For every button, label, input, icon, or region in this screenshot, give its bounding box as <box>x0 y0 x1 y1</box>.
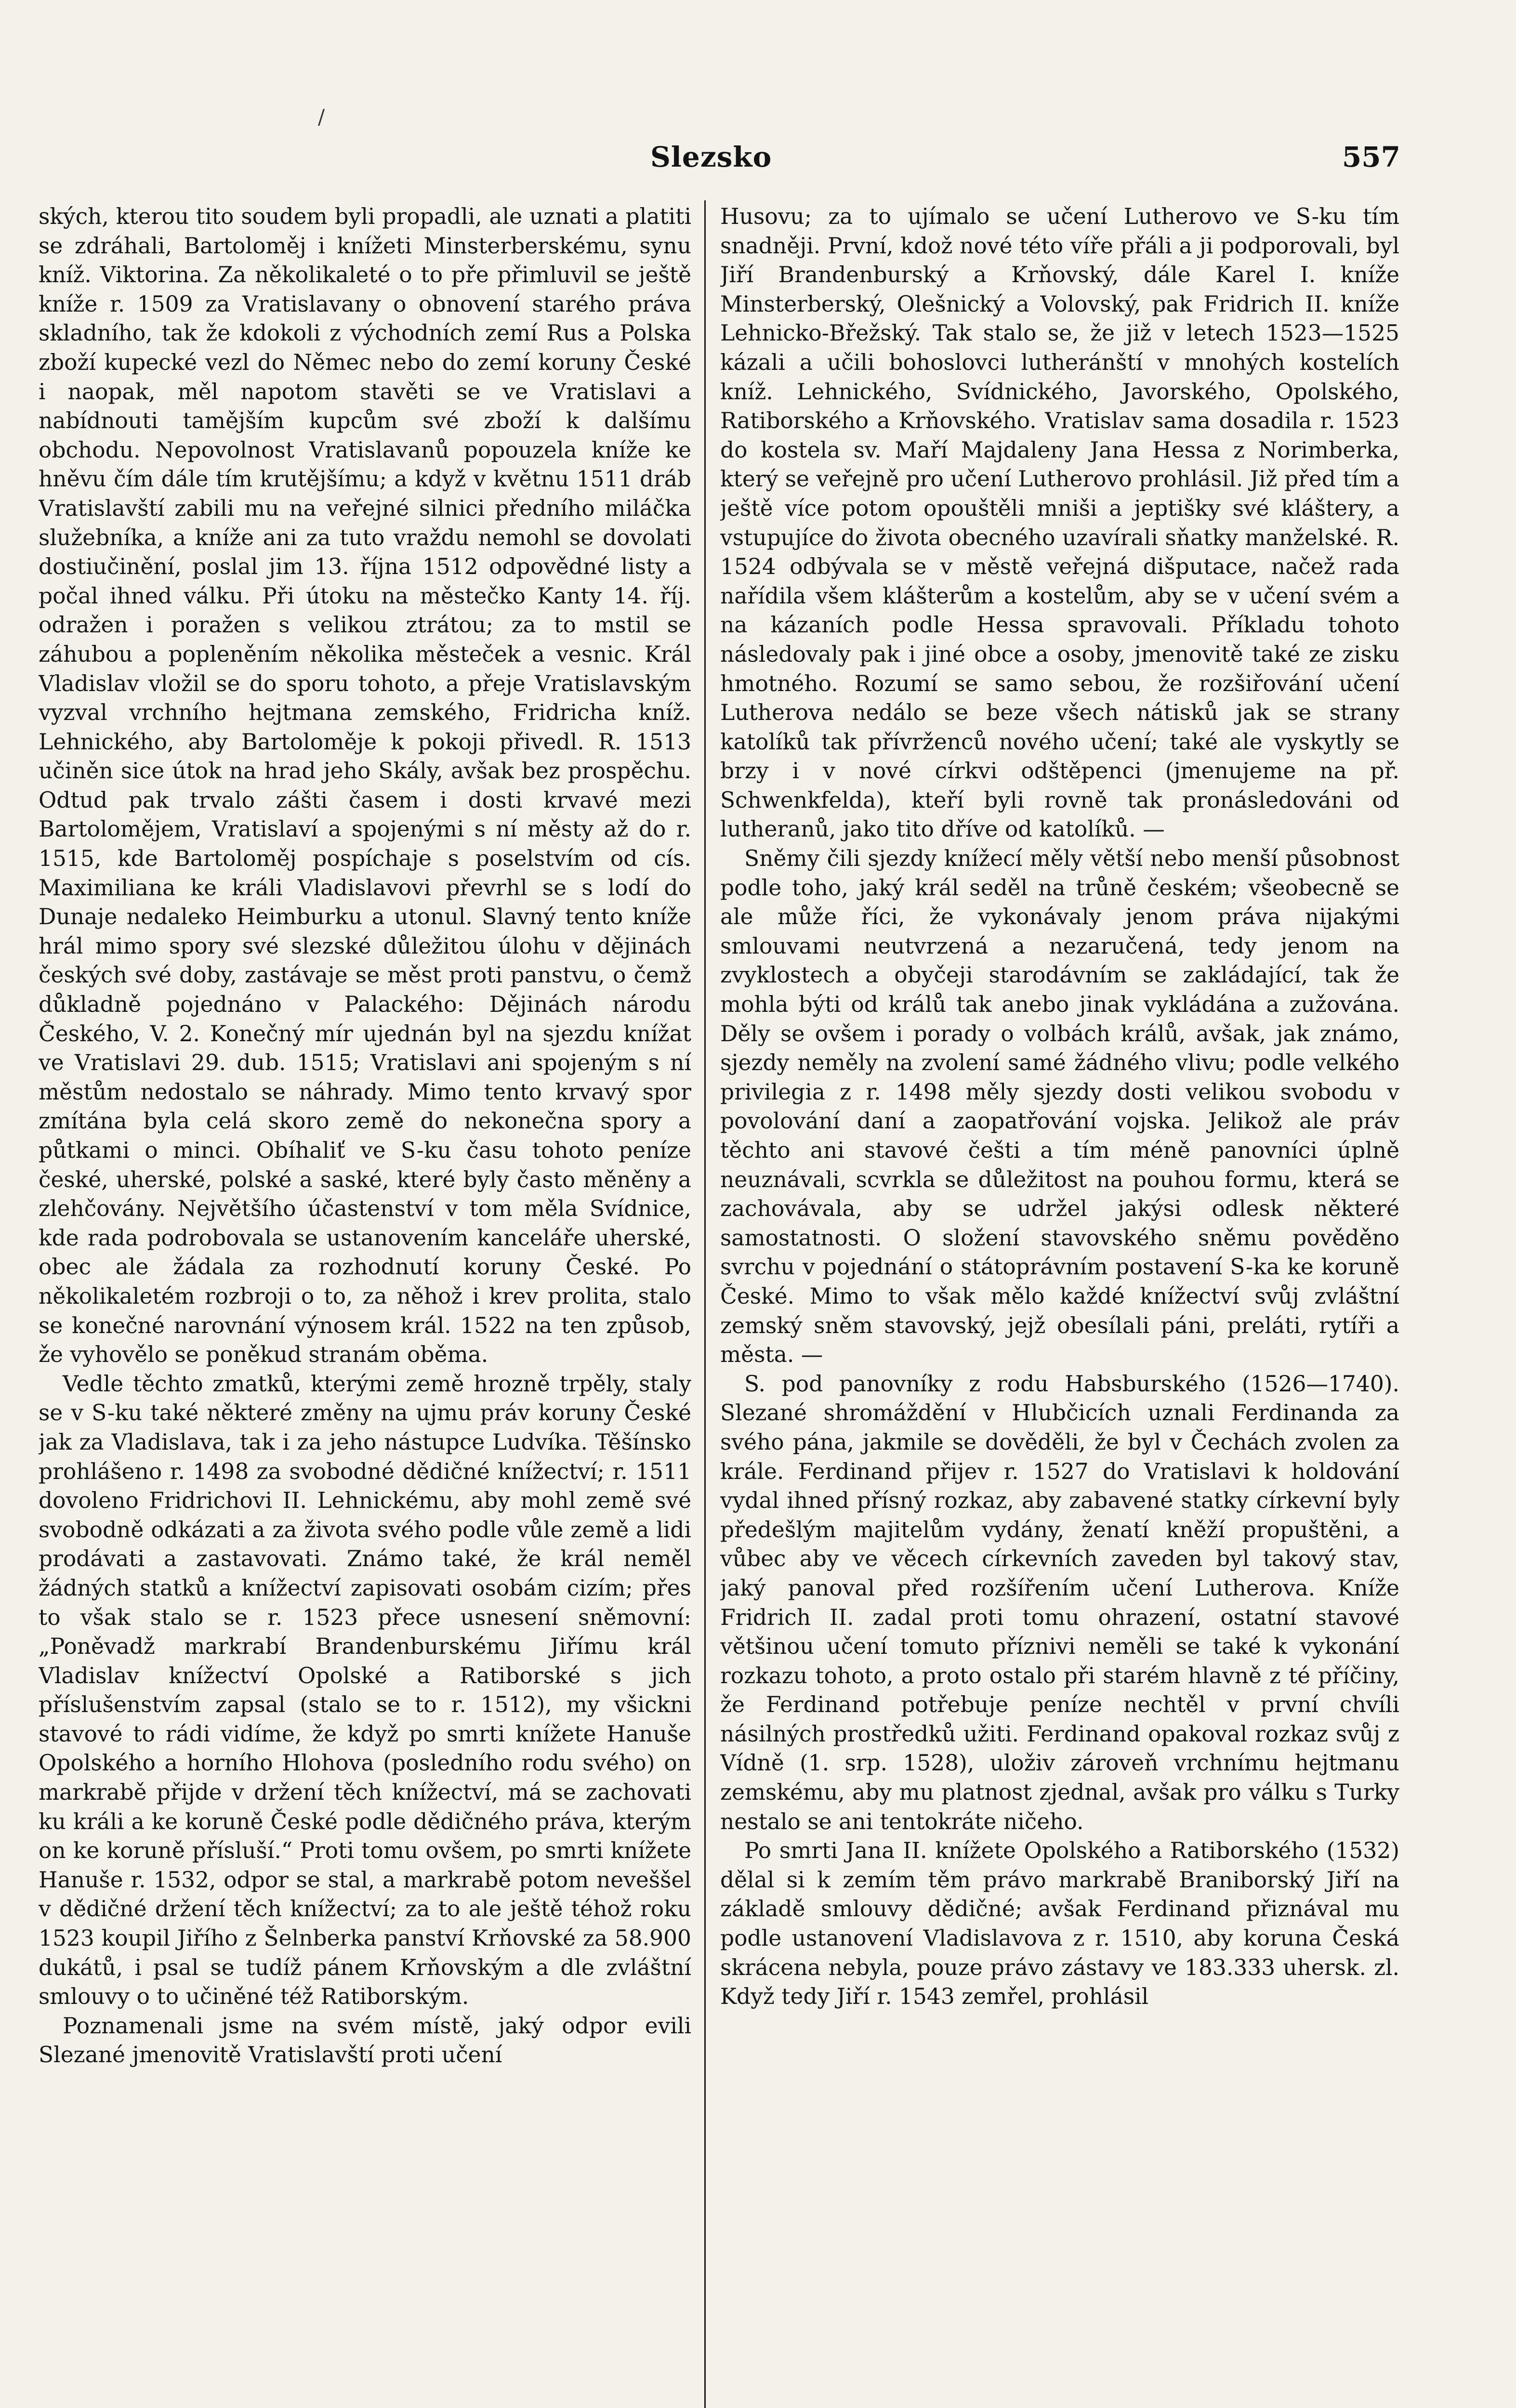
left-column <box>39 202 691 2408</box>
paragraph: Po smrti Jana II. knížete Opolského a Ratiborského (1532) dělal si k zemím těm právo markrabě Braniborský Jiří na základě smlouvy dědičné; avšak Ferdinand přiznával mu podle ustanovení Vladislavova z r. 1510, aby koruna Česká skrácena nebyla, pouze právo zástavy ve 183.333 uhersk. zl. Když tedy Jiří r. 1543 zemřel, prohlásil <box>720 1838 1399 2010</box>
paragraph: Husovu; za to ujímalo se učení Lutherovo ve S-ku tím snadněji. První, kdož nové této víře přáli a ji podporovali, byl Jiří Brandenburský a Krňovský, dále Karel I. kníže Minsterberský, Olešnický a Volovský, pak Fridrich II. kníže Lehnicko-Břežský. Tak stalo se, že již v letech 1523—1525 kázali a učili bohoslovci lutheránští v mnohých kostelích kníž. Lehnického, Svídnického, Javorského, Opolského, Ratiborského a Krňovského. Vratislav sama dosadila r. 1523 do kostela sv. Maří Majdaleny Jana Hessa z Norimberka, který se veřejně pro učení Lutherovo prohlásil. Již před tím a ještě více potom opouštěli mniši a jeptišky své kláštery, a vstupujíce do života obecného uzavírali sňatky manželské. R. 1524 odbývala se v městě veřejná dišputace, načež rada nařídila všem klášterům a kostelům, aby se v učení svém a na kázaních podle Hessa spravovali. Příkladu tohoto následovaly pak i jiné obce a osoby, jmenovitě také ze zisku hmotného. Rozumí se samo sebou, že rozšiřování učení Lutherova nedálo se beze všech nátisků jak se strany katolíků tak přívrženců nového učení; také ale vyskytly se brzy i v nové církvi odštěpenci (jmenujeme na př. Schwenkfelda), kteří byli rovně tak pronásledováni od lutheranů, jako tito dříve od katolíků. — <box>720 204 1399 842</box>
page-number: 557 <box>1342 141 1400 173</box>
margin-mark: / <box>318 105 325 129</box>
paragraph: ských, kterou tito soudem byli propadli, ale uznati a platiti se zdráhali, Bartoloměj i knížeti Minsterberskému, synu kníž. Viktorina. Za několikaleté o to pře přimluvil se ještě kníže r. 1509 za Vratislavany o obnovení starého práva skladního, tak že kdokoli z východních zemí Rus a Polska zboží kupecké vezl do Němec nebo do zemí koruny České i naopak, měl napotom stavěti se ve Vratislavi a nabídnouti tamějším kupcům své zboží k dalšímu obchodu. Nepovolnost Vratislavanů popouzela kníže ke hněvu čím dále tím krutějšímu; a když v květnu 1511 dráb Vratislavští zabili mu na veřejné silnici předního miláčka služebníka, a kníže ani za tuto vraždu nemohl se dovolati dostiučinění, poslal jim 13. října 1512 odpovědné listy a počal ihned válku. Při útoku na městečko Kanty 14. říj. odražen i poražen s velikou ztrátou; za to mstil se záhubou a popleněním několika městeček a vesnic. Král Vladislav vložil se do sporu tohoto, a přeje Vratislavským vyzval vrchního hejtmana zemského, Fridricha kníž. Lehnického, aby Bartoloměje k pokoji přivedl. R. 1513 učiněn sice útok na hrad jeho Skály, avšak bez prospěchu. Odtud pak trvalo zášti časem i dosti krvavé mezi Bartolomějem, Vratislaví a spojenými s ní městy až do r. 1515, kde Bartoloměj pospíchaje s poselstvím od cís. Maximiliana ke králi Vladislavovi převrhl se s lodí do Dunaje nedaleko Heimburku a utonul. Slavný tento kníže hrál mimo spory své slezské důležitou úlohu v dějinách českých své doby, zastávaje se měst proti panstvu, o čemž důkladně pojednáno v Palackého: Dějinách národu Českého, V. 2. Konečný mír ujednán byl na sjezdu knížat ve Vratislavi 29. dub. 1515; Vratislavi ani spojeným s ní městům nedostalo se náhrady. Mimo tento krvavý spor zmítána byla celá skoro země do nekonečna spory a půtkami o minci. Obíhaliť ve S-ku času tohoto peníze české, uherské, polské a saské, které byly často měněny a zlehčovány. Největšího účastenství v tom měla Svídnice, kde rada podrobovala se ustanovením kanceláře uherské, obec ale žádala za rozhodnutí koruny České. Po několikaletém rozbroji o to, za něhož i krev prolita, stalo se konečné narovnání výnosem král. 1522 na ten způsob, že vyhovělo se poněkud stranám oběma. <box>39 204 691 1368</box>
paragraph: S. pod panovníky z rodu Habsburského (1526—1740). Slezané shromáždění v Hlubčicích uznali Ferdinanda za svého pána, jakmile se dověděli, že byl v Čechách zvolen za krále. Ferdinand přijev r. 1527 do Vratislavi k holdování vydal ihned přísný rozkaz, aby zabavené statky církevní byly předešlým majitelům vydány, ženatí kněží propuštěni, a vůbec aby ve věcech církevních zaveden byl takový stav, jaký panoval před rozšířením učení Lutherova. Kníže Fridrich II. zadal proti tomu ohrazení, ostatní stavové většinou učení tomuto příznivi neměli se také k vykonání rozkazu tohoto, a proto ostalo při starém hlavně z té příčiny, že Ferdinand potřebuje peníze nechtěl v první chvíli násilných prostředků užiti. Ferdinand opakoval rozkaz svůj z Vídně (1. srp. 1528), uloživ zároveň vrchnímu hejtmanu zemskému, aby mu platnost zjednal, avšak pro válku s Turky nestalo se ani tentokráte ničeho. <box>720 1371 1399 1834</box>
running-title: Slezsko <box>650 141 772 173</box>
right-column <box>720 202 1399 2408</box>
paragraph: Vedle těchto zmatků, kterými země hrozně trpěly, staly se v S-ku také některé změny na ujmu práv koruny České jak za Vladislava, tak i za jeho nástupce Ludvíka. Těšínsko prohlášeno r. 1498 za svobodné dědičné knížectví; r. 1511 dovoleno Fridrichovi II. Lehnickému, aby mohl země své svobodně odkázati a za života svého podle vůle země a lidi prodávati a zastavovati. Známo také, že král neměl žádných statků a knížectví zapisovati osobám cizím; přes to však stalo se r. 1523 přece usnesení sněmovní: „Poněvadž markrabí Brandenburskému Jiřímu král Vladislav knížectví Opolské a Ratiborské s jich příslušenstvím zapsal (stalo se to r. 1512), my všickni stavové to rádi vidíme, že když po smrti knížete Hanuše Opolského a horního Hlohova (posledního rodu svého) on markrabě přijde v držení těch knížectví, má se zachovati ku králi a ke koruně České podle dědičného práva, kterým on ke koruně přísluší.“ Proti tomu ovšem, po smrti knížete Hanuše r. 1532, odpor se stal, a markrabě potom neveššel v dědičné držení těch knížectví; za to ale ještě téhož roku 1523 koupil Jiřího z Šelnberka panství Krňovské za 58.900 dukátů, i psal se tudíž pánem Krňovským a dle zvláštní smlouvy o to učiněné též Ratiborským. <box>39 1371 691 2010</box>
paragraph: Sněmy čili sjezdy knížecí měly větší nebo menší působnost podle toho, jaký král seděl na trůně českém; všeobecně se ale může říci, že vykonávaly jenom práva nijakými smlouvami neutvrzená a nezaručená, tedy jenom na zvyklostech a obyčeji starodávním se zakládající, tak že mohla býti od králů tak anebo jinak vykládána a zužována. Děly se ovšem i porady o volbách králů, avšak, jak známo, sjezdy neměly na zvolení samé žádného vlivu; podle velkého privilegia z r. 1498 měly sjezdy dosti velikou svobodu v povolování daní a zaopatřování vojska. Jelikož ale práv těchto ani stavové češti a tím méně panovníci úplně neuznávali, scvrkla se důležitost na pouhou formu, která se zachovávala, aby se udržel jakýsi odlesk některé samostatnosti. O složení stavovského sněmu pověděno svrchu v pojednání o státoprávním postavení S-ka ke koruně České. Mimo to však mělo každé knížectví svůj zvláštní zemský sněm stavovský, jejž obesílali páni, preláti, rytíři a města. — <box>720 846 1399 1368</box>
paragraph: Poznamenali jsme na svém místě, jaký odpor evili Slezané jmenovitě Vratislavští proti učení <box>39 2013 691 2068</box>
column-divider <box>704 200 706 2408</box>
running-head <box>0 141 1516 179</box>
